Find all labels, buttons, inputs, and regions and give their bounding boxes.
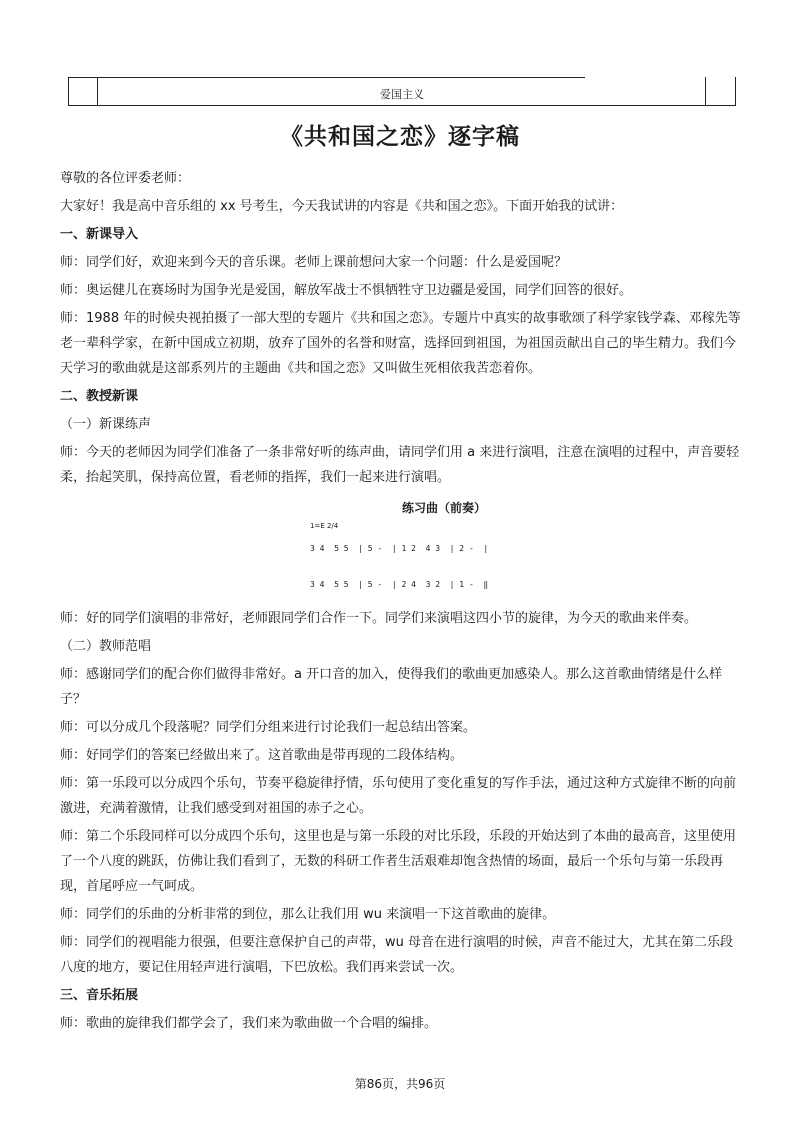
paragraph: 师：奥运健儿在赛场时为国争光是爱国，解放军战士不惧牺牲守卫边疆是爱国，同学们回答的很好。 — [60, 283, 633, 298]
paragraph: 师：第一乐段可以分成四个乐句，节奏平稳旋律抒情，乐句使用了变化重复的写作手法，通过这种方式旋律不断的向前激进，充满着激情，让我们感受到对祖国的赤子之心。 — [60, 776, 737, 816]
section-heading-1: 一、新课导入 — [60, 227, 139, 242]
paragraph: 师：今天的老师因为同学们准备了一条非常好听的练声曲，请同学们用 a 来进行演唱，注意在演唱的过程中，声音要轻柔，抬起笑肌，保持高位置，看老师的指挥，我们一起来进行演唱。 — [60, 445, 740, 485]
running-header — [68, 77, 736, 106]
paragraph: 师：同学们的乐曲的分析非常的到位，那么让我们用 wu 来演唱一下这首歌曲的旋律。 — [60, 907, 556, 922]
subsection-heading: （一）新课练声 — [60, 417, 152, 432]
score-title: 练习曲（前奏） — [402, 501, 487, 515]
header-label: 爱国主义 — [380, 88, 424, 101]
score-key: 1=E 2/4 — [310, 522, 339, 530]
paragraph: 师：好同学们的答案已经做出来了。这首歌曲是带再现的二段体结构。 — [60, 748, 464, 763]
paragraph: 师：第二个乐段同样可以分成四个乐句，这里也是与第一乐段的对比乐段，乐段的开始达到了本曲的最高音，这里使用了一个八度的跳跃，仿佛让我们看到了，无数的科研工作者生活艰难却饱含热情的场面，最后一个乐句与第一乐段再现，首尾呼应一气呵成。 — [60, 829, 737, 894]
header-top-rule — [69, 77, 585, 78]
intro-paragraph: 大家好！我是高中音乐组的 xx 号考生，今天我试讲的内容是《共和国之恋》。下面开始我的试讲： — [60, 199, 624, 214]
document-body — [60, 166, 744, 1039]
music-score — [60, 496, 744, 600]
paragraph: 师：歌曲的旋律我们都学会了，我们来为歌曲做一个合唱的编排。 — [60, 1016, 438, 1031]
subsection-heading: （二）教师范唱 — [60, 639, 152, 654]
document-title: 《共和国之恋》逐字稿 — [280, 124, 520, 150]
paragraph: 师：好的同学们演唱的非常好，老师跟同学们合作一下。同学们来演唱这四小节的旋律，为今天的歌曲来伴奏。 — [60, 611, 698, 626]
paragraph: 师：可以分成几个段落呢？同学们分组来进行讨论我们一起总结出答案。 — [60, 720, 477, 735]
paragraph: 师：同学们的视唱能力很强，但要注意保护自己的声带，wu 母音在进行演唱的时候，声音不能过大，尤其在第二乐段八度的地方，要记住用轻声进行演唱，下巴放松。我们再来尝试一次。 — [60, 935, 734, 975]
section-heading-3: 三、音乐拓展 — [60, 988, 139, 1003]
paragraph: 师：感谢同学们的配合你们做得非常好。a 开口音的加入，使得我们的歌曲更加感染人。那么这首歌曲情绪是什么样子？ — [60, 667, 723, 707]
section-heading-2: 二、教授新课 — [60, 389, 139, 404]
salutation: 尊敬的各位评委老师： — [60, 171, 191, 186]
page-footer: 第86页，共96页 — [354, 1077, 446, 1091]
score-line-1: 3 4 5 5 | 5 - | 1 2 4 3 | 2 - | — [310, 544, 489, 553]
paragraph: 师：1988 年的时候央视拍摄了一部大型的专题片《共和国之恋》。专题片中真实的故事歌颂了科学家钱学森、邓稼先等老一辈科学家，在新中国成立初期，放弃了国外的名誉和财富，选择回到祖国，为祖国贡献出自己的毕生精力。我们今天学习的歌曲就是这部系列片的主题曲《共和国之恋》又叫做生死相依我苦恋着你。 — [60, 311, 741, 376]
score-line-2: 3 4 5 5 | 5 - | 2 4 3 2 | 1 - ‖ — [310, 580, 489, 589]
paragraph: 师：同学们好，欢迎来到今天的音乐课。老师上课前想问大家一个问题：什么是爱国呢？ — [60, 255, 568, 270]
